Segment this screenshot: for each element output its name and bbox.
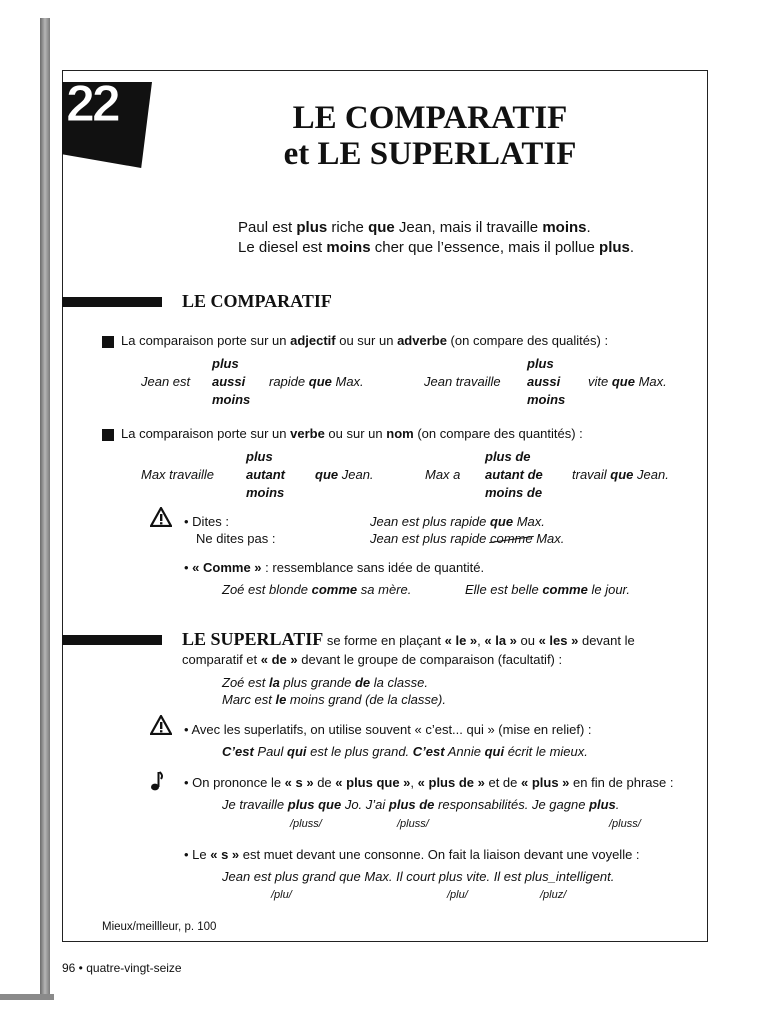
- liaison-note: [184, 847, 640, 862]
- bold-text-run: le: [275, 692, 287, 707]
- example-word: moins de: [485, 485, 543, 500]
- bold-text-run: qui: [484, 744, 505, 759]
- phonetic-label: /plu/: [271, 889, 292, 901]
- text-run: (on compare des qualités) :: [446, 333, 609, 348]
- text-run: ou sur un: [335, 333, 398, 348]
- bold-text-run: « s »: [210, 847, 240, 862]
- text-run: .: [586, 219, 591, 236]
- phonetic-label: /pluss/: [397, 818, 429, 830]
- text-run: .: [629, 239, 635, 256]
- superlatif-desc-line1: [182, 629, 635, 650]
- text-run: plus grande: [279, 675, 355, 690]
- text-run: responsabilités. Je gagne: [434, 797, 590, 812]
- example-word: plus de: [485, 449, 531, 464]
- intro-line-2: [238, 239, 634, 256]
- bold-text-run: plus: [599, 239, 630, 256]
- text-run: le jour.: [587, 582, 631, 597]
- intro-line-1: [238, 219, 591, 236]
- text-run: •: [184, 560, 193, 575]
- text-run: est le plus grand.: [306, 744, 413, 759]
- superlatif-example-1: [222, 675, 428, 690]
- text-run: Jo. J’ai: [341, 797, 389, 812]
- text-run: Max.: [513, 514, 545, 529]
- square-bullet-icon: [102, 336, 114, 348]
- chapter-title-line2: et LE SUPERLATIF: [283, 136, 577, 172]
- comme-example-2: [465, 582, 630, 597]
- bold-text-run: que: [315, 467, 339, 482]
- section-rule-superlatif: [62, 635, 162, 645]
- bold-text-run: moins: [326, 239, 371, 256]
- bold-text-run: « le »: [444, 633, 478, 648]
- ne-dites-pas-example: Jean est plus rapide comme Max.: [370, 531, 565, 546]
- book-spine: [40, 18, 50, 1000]
- example-word: plus: [246, 449, 273, 464]
- text-run: Je travaille: [222, 797, 288, 812]
- text-run: travail: [572, 467, 611, 482]
- text-run: devant le groupe de comparaison (facultatif) :: [297, 652, 563, 667]
- bold-text-run: que: [610, 467, 634, 482]
- mise-en-relief-note: • Avec les superlatifs, on utilise souvent « c’est... qui » (mise en relief) :: [184, 722, 592, 737]
- section-heading-comparatif: LE COMPARATIF: [182, 291, 332, 311]
- example-word: aussi: [527, 374, 561, 389]
- example-word: autant: [246, 467, 285, 482]
- text-run: Max.: [634, 374, 667, 389]
- example-rest: [315, 467, 374, 482]
- example-rest: [588, 374, 667, 389]
- text-run: vite: [588, 374, 612, 389]
- text-run: et de: [484, 775, 521, 790]
- bold-text-run: verbe: [290, 426, 325, 441]
- bold-text-run: C’est: [412, 744, 445, 759]
- pronunciation-note: [184, 775, 674, 790]
- example-rest: [572, 467, 669, 482]
- phonetic-label: /pluss/: [290, 818, 322, 830]
- book-spine-base: [0, 994, 54, 1000]
- text-run: La comparaison porte sur un: [121, 333, 291, 348]
- text-run: • Le: [184, 847, 211, 862]
- chapter-number: 22: [66, 75, 118, 133]
- text-run: devant le: [578, 633, 635, 648]
- text-run: La comparaison porte sur un: [121, 426, 291, 441]
- text-run: (on compare des quantités) :: [413, 426, 583, 441]
- music-note-icon: [150, 770, 164, 792]
- text-run: Jean.: [338, 467, 374, 482]
- example-subject: Max travaille: [141, 467, 214, 482]
- text-run: Max.: [331, 374, 364, 389]
- text-run: Paul est: [238, 219, 297, 236]
- cross-reference: Mieux/meillleur, p. 100: [102, 921, 217, 933]
- bold-text-run: nom: [386, 426, 414, 441]
- bold-text-run: la: [268, 675, 280, 690]
- ne-dites-pas-label: Ne dites pas :: [196, 531, 276, 546]
- example-word: aussi: [212, 374, 246, 389]
- mise-en-relief-example: [222, 744, 588, 759]
- superlatif-example-2: [222, 692, 446, 707]
- text-run: écrit le mieux.: [504, 744, 588, 759]
- text-run: riche: [327, 219, 369, 236]
- text-run: Jean.: [633, 467, 669, 482]
- comme-example-1: [222, 582, 411, 597]
- page-number: 96 • quatre-vingt-seize: [62, 961, 182, 975]
- example-word: moins: [527, 392, 566, 407]
- text-run: .: [615, 797, 620, 812]
- text-run: • On prononce le: [184, 775, 285, 790]
- bold-text-run: « la »: [484, 633, 517, 648]
- bold-text-run: plus de: [388, 797, 435, 812]
- example-word: plus: [212, 356, 239, 371]
- bold-text-run: C’est: [222, 744, 254, 759]
- phonetic-label: /pluss/: [609, 818, 641, 830]
- square-bullet-icon: [102, 429, 114, 441]
- example-subject: Jean est: [141, 374, 191, 389]
- text-run: en fin de phrase :: [569, 775, 674, 790]
- example-subject: Jean travaille: [424, 374, 501, 389]
- text-run: rapide: [269, 374, 309, 389]
- bold-text-run: plus que: [287, 797, 342, 812]
- text-run: la classe.: [370, 675, 428, 690]
- example-word: autant de: [485, 467, 543, 482]
- chapter-title-line1: LE COMPARATIF: [292, 100, 568, 136]
- bold-text-run: « plus que »: [335, 775, 411, 790]
- bold-text-run: adjectif: [290, 333, 336, 348]
- bold-text-run: « les »: [538, 633, 579, 648]
- superlatif-desc-line2: [182, 652, 562, 667]
- text-run: Zoé est: [222, 675, 269, 690]
- bold-text-run: comme: [542, 582, 588, 597]
- bold-text-run: « de »: [260, 652, 298, 667]
- warning-icon: [150, 507, 172, 527]
- bold-text-run: plus: [589, 797, 616, 812]
- text-run: comparatif et: [182, 652, 261, 667]
- section-rule-comparatif: [62, 297, 162, 307]
- dites-example: [370, 514, 545, 529]
- text-run: de: [313, 775, 336, 790]
- text-run: : ressemblance sans idée de quantité.: [261, 560, 485, 575]
- example-word: plus: [527, 356, 554, 371]
- text-run: Jean, mais il travaille: [394, 219, 543, 236]
- bold-text-run: que: [489, 514, 514, 529]
- bold-text-run: que: [308, 374, 332, 389]
- text-run: Zoé est blonde: [222, 582, 312, 597]
- comme-note: [184, 560, 484, 575]
- text-run: moins grand (de la classe).: [286, 692, 446, 707]
- example-word: moins: [212, 392, 251, 407]
- crossed-out-word: comme: [489, 531, 533, 546]
- bold-text-run: « s »: [284, 775, 314, 790]
- bold-text-run: adverbe: [397, 333, 447, 348]
- text-run: Elle est belle: [465, 582, 543, 597]
- text-run: Le diesel est: [238, 239, 327, 256]
- text-run: se forme en plaçant: [323, 633, 445, 648]
- bold-text-run: plus: [296, 219, 328, 236]
- comparatif-rule-2: [121, 426, 583, 441]
- bold-text-run: comme: [311, 582, 358, 597]
- text-run: ou: [516, 633, 539, 648]
- bold-text-run: « plus de »: [417, 775, 485, 790]
- text-run: sa mère.: [357, 582, 412, 597]
- pronunciation-example: [222, 797, 619, 812]
- liaison-example: Jean est plus grand que Max. Il court plus vite. Il est plus_intelligent.: [222, 869, 615, 884]
- text-run: Marc est: [222, 692, 276, 707]
- bold-text-run: « plus »: [521, 775, 570, 790]
- warning-icon: [150, 715, 172, 735]
- bold-text-run: que: [368, 219, 395, 236]
- example-subject: Max a: [425, 467, 461, 482]
- text-run: ,: [477, 633, 485, 648]
- text-run: ou sur un: [324, 426, 387, 441]
- bold-text-run: moins: [542, 219, 587, 236]
- dites-label: • Dites :: [184, 514, 230, 529]
- text-run: Paul: [253, 744, 288, 759]
- bold-text-run: « Comme »: [192, 560, 262, 575]
- text-run: est muet devant une consonne. On fait la liaison devant une voyelle :: [239, 847, 640, 862]
- bold-text-run: de: [354, 675, 371, 690]
- phonetic-label: /plu/: [447, 889, 468, 901]
- phonetic-label: /pluz/: [540, 889, 567, 901]
- example-rest: [269, 374, 364, 389]
- bold-text-run: qui: [287, 744, 307, 759]
- text-run: Jean est plus rapide: [370, 514, 490, 529]
- comparatif-rule-1: [121, 333, 608, 348]
- section-heading-superlatif: LE SUPERLATIF: [182, 629, 324, 649]
- text-run: ,: [410, 775, 418, 790]
- example-word: moins: [246, 485, 285, 500]
- bold-text-run: que: [611, 374, 635, 389]
- text-run: Annie: [444, 744, 485, 759]
- text-run: cher que l’essence, mais il pollue: [370, 239, 600, 256]
